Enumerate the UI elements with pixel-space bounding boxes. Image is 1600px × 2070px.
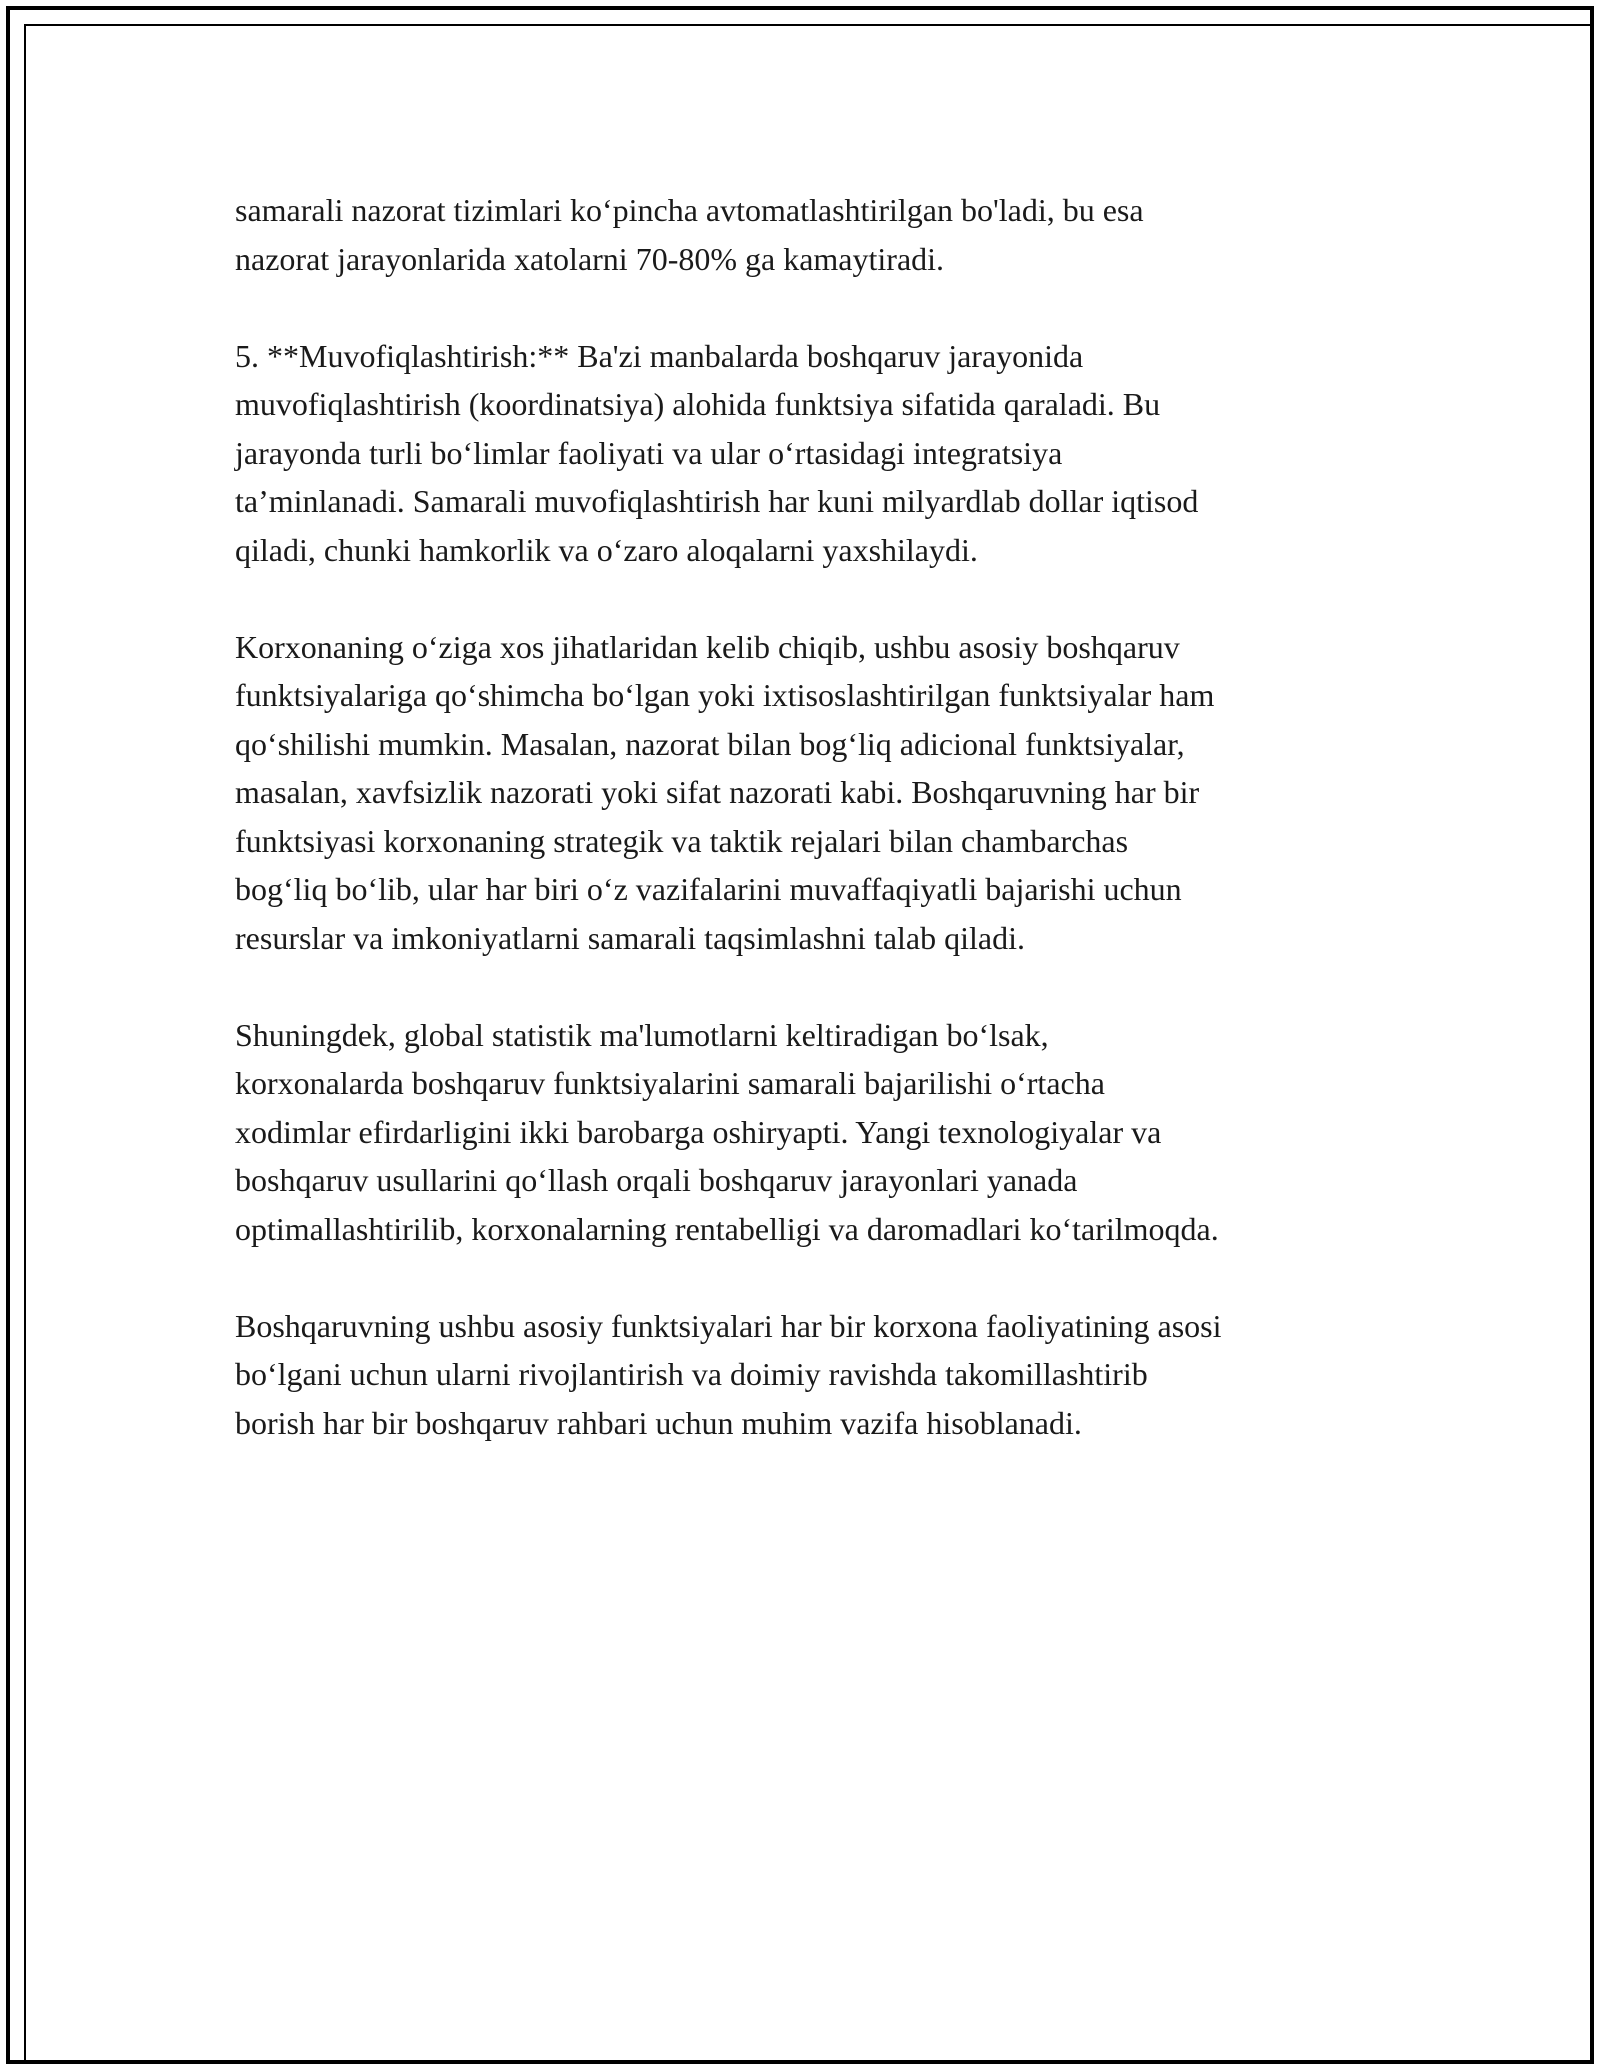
text-line: masalan, xavfsizlik nazorati yoki sifat nazorati kabi. Boshqaruvning har bir [235,774,1200,810]
text-line: xodimlar efirdarligini ikki barobarga oshiryapti. Yangi texnologiyalar va [235,1113,1162,1150]
text-line: resurslar va imkoniyatlarni samarali taqsimlashni talab qiladi. [235,919,1025,956]
text-line: korxonalarda boshqaruv funktsiyalarini samarali bajarilishi o‘rtacha [235,1065,1105,1101]
text-line: Korxonaning o‘ziga xos jihatlaridan kelib chiqib, ushbu asosiy boshqaruv [235,628,1180,665]
text-line: 5. **Muvofiqlashtirish:** Ba'zi manbalarda boshqaruv jarayonida [235,337,1084,374]
text-line: bo‘lgani uchun ularni rivojlantirish va doimiy ravishda takomillashtirib [235,1356,1148,1392]
document-body [235,186,1395,1496]
text-line: muvofiqlashtirish (koordinatsiya) alohida funktsiya sifatida qaraladi. Bu [235,386,1161,422]
text-line: Shuningdek, global statistik ma'lumotlarni keltiradigan bo‘lsak, [235,1016,1049,1053]
text-line: borish har bir boshqaruv rahbari uchun muhim vazifa hisoblanadi. [235,1404,1082,1441]
text-line: ta’minlanadi. Samarali muvofiqlashtirish har kuni milyardlab dollar iqtisod [235,483,1199,519]
text-line: boshqaruv usullarini qo‘llash orqali boshqaruv jarayonlari yanada [235,1162,1078,1198]
text-line: optimallashtirilib, korxonalarning rentabelligi va daromadlari ko‘tarilmoqda. [235,1210,1219,1247]
text-line: nazorat jarayonlarida xatolarni 70-80% ga kamaytiradi. [235,240,945,277]
text-line: funktsiyalariga qo‘shimcha bo‘lgan yoki ixtisoslashtirilgan funktsiyalar ham [235,677,1215,713]
text-line: Boshqaruvning ushbu asosiy funktsiyalari har bir korxona faoliyatining asosi [235,1307,1222,1344]
text-line: jarayonda turli bo‘limlar faoliyati va ular o‘rtasidagi integratsiya [235,434,1063,471]
text-line: samarali nazorat tizimlari ko‘pincha avtomatlashtirilgan bo'ladi, bu esa [235,192,1144,228]
paragraph [235,332,1395,575]
text-line: bog‘liq bo‘lib, ular har biri o‘z vazifalarini muvaffaqiyatli bajarishi uchun [235,871,1182,907]
paragraph [235,186,1395,283]
paragraph [235,1302,1395,1448]
text-line: funktsiyasi korxonaning strategik va taktik rejalari bilan chambarchas [235,822,1129,859]
paragraph [235,1011,1395,1254]
text-line: qiladi, chunki hamkorlik va o‘zaro aloqalarni yaxshilaydi. [235,531,978,568]
paragraph [235,623,1395,963]
text-line: qo‘shilishi mumkin. Masalan, nazorat bilan bog‘liq adicional funktsiyalar, [235,725,1185,762]
